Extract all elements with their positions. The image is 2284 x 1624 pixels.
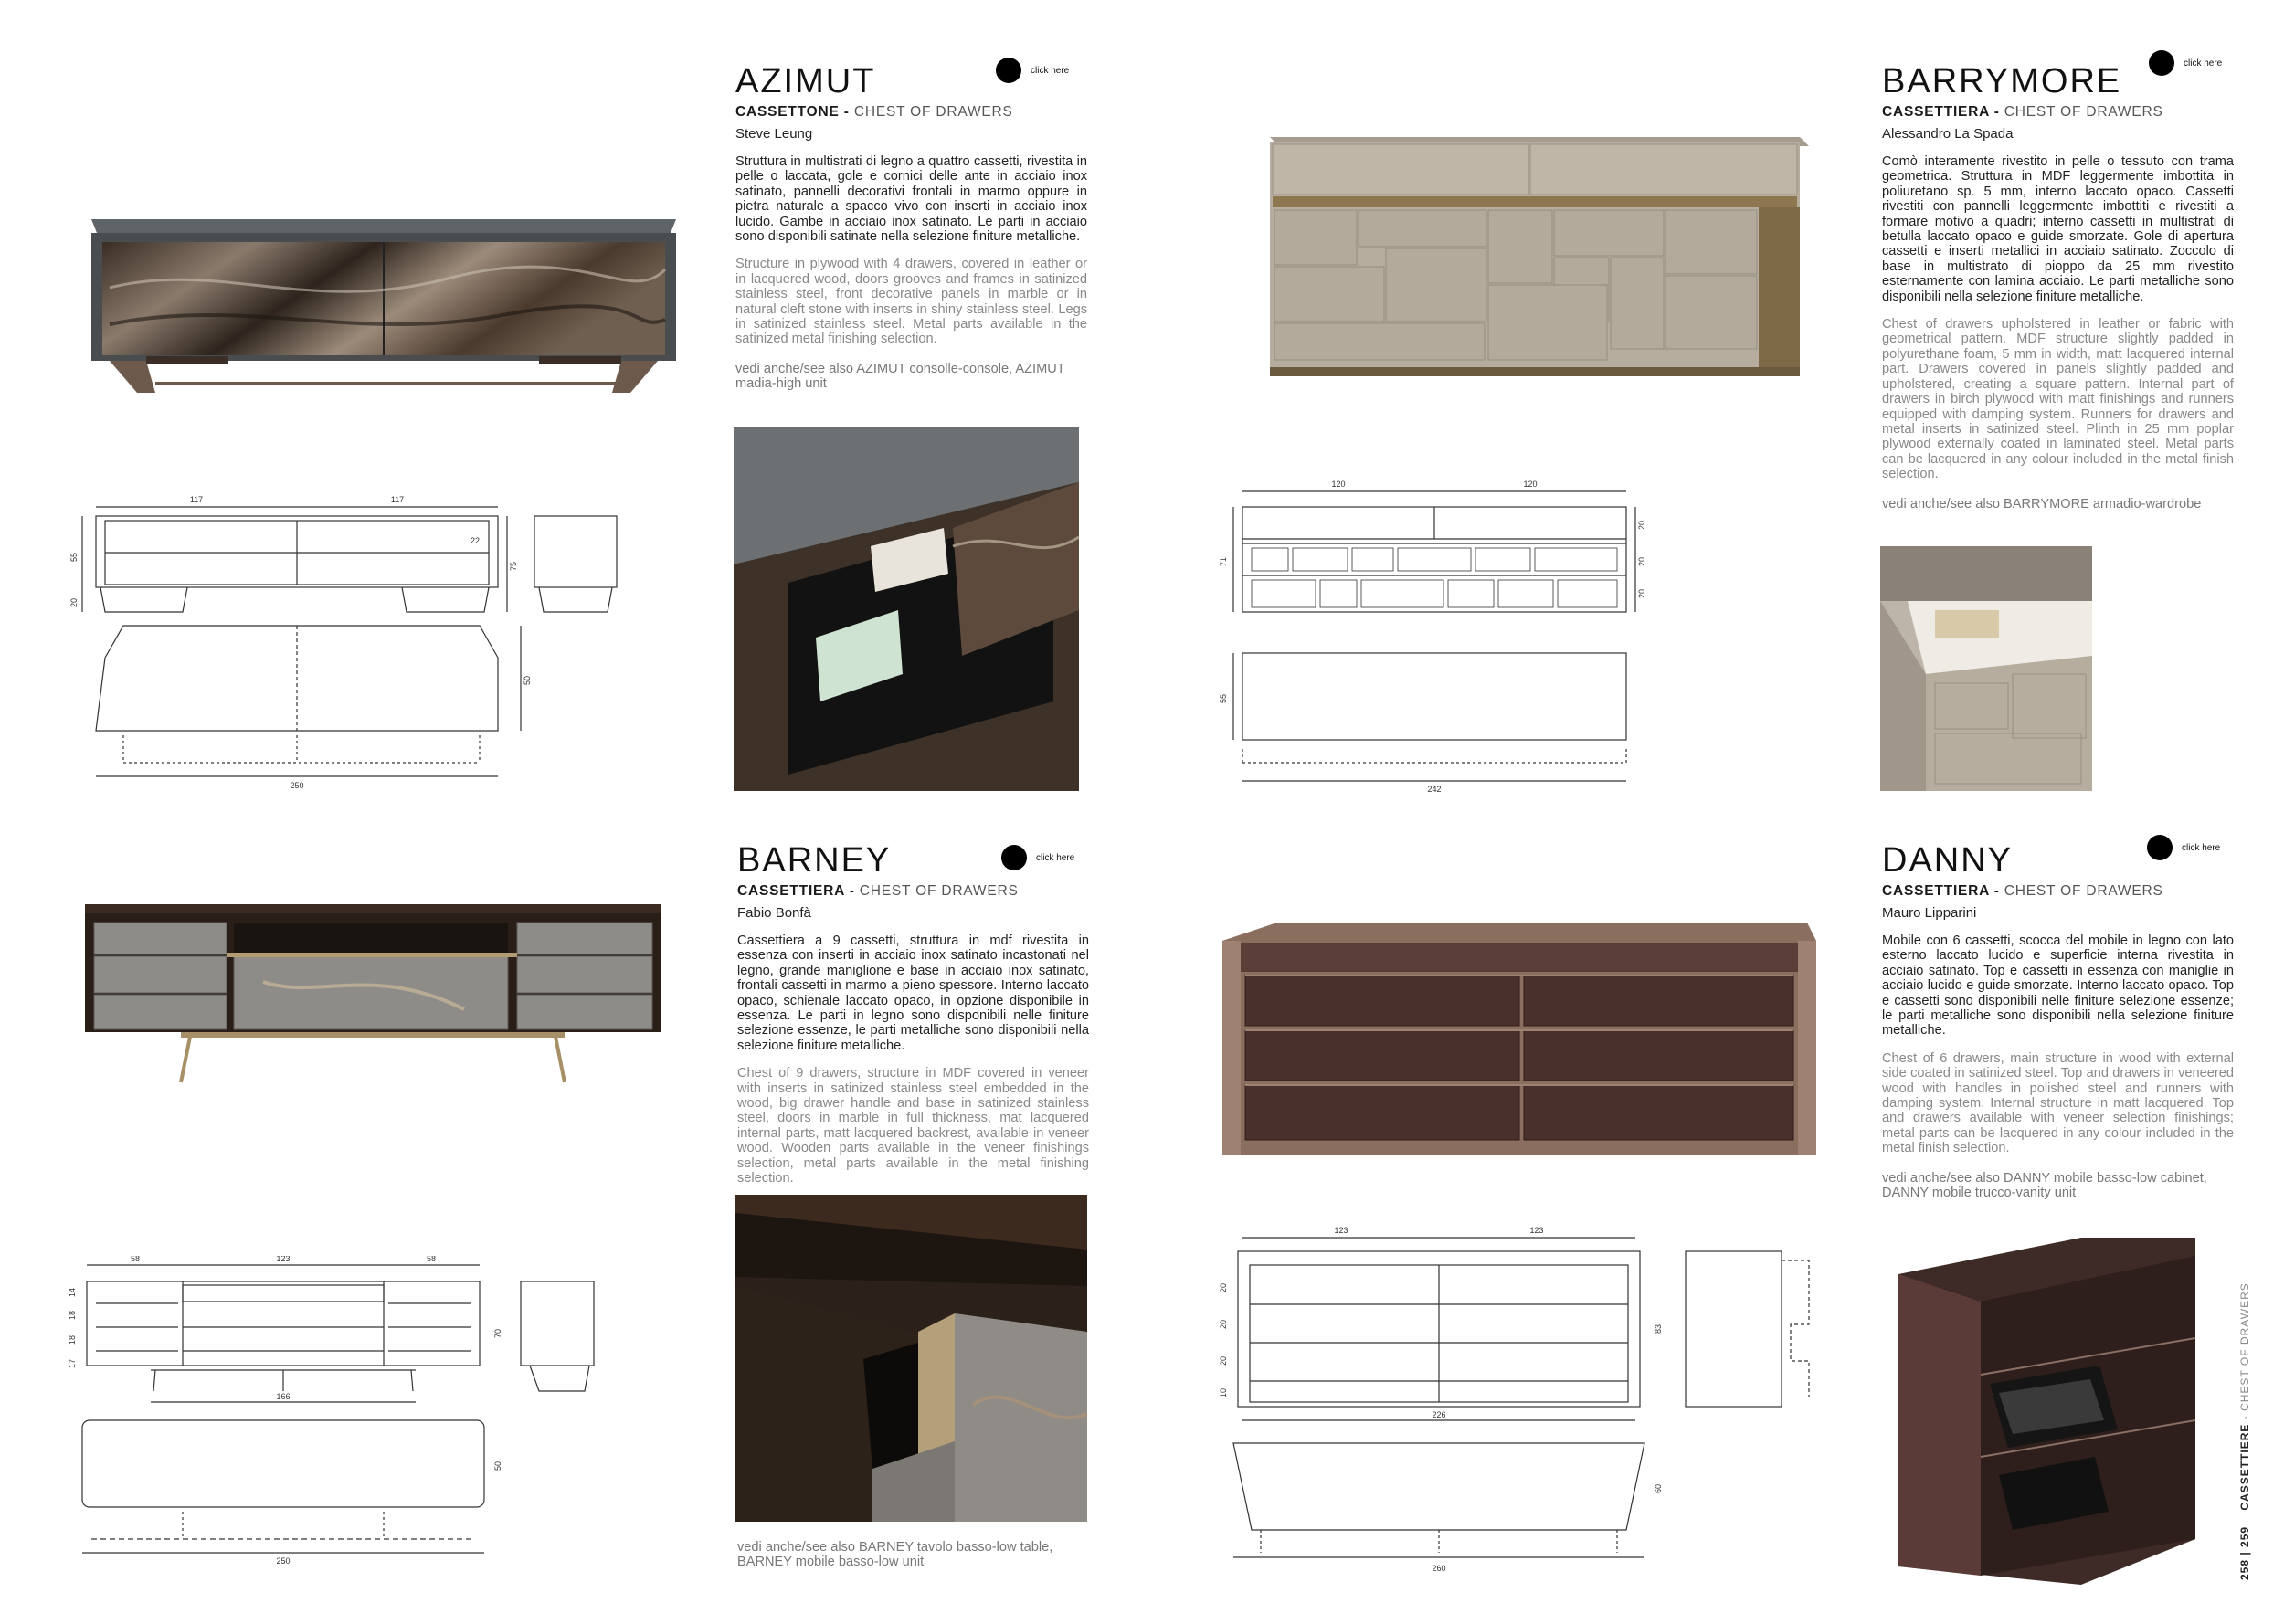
barrymore-title: BARRYMORE [1882,62,2122,100]
barney-designer: Fabio Bonfà [737,905,811,921]
azimut-dim-d: 50 [523,675,532,686]
page-numbers: 258 | 259 [2238,1525,2251,1580]
barney-dim-total: 250 [276,1556,291,1566]
barney-dim-r3: 18 [68,1334,77,1345]
danny-dim-d: 60 [1654,1483,1663,1494]
danny-detail-photo [1898,1238,2195,1585]
danny-dim-w-in: 226 [1432,1410,1446,1419]
section-title-en: - CHEST OF DRAWERS [2238,1282,2251,1424]
barrymore-dim-h1: 71 [1219,556,1228,567]
barrymore-detail-photo [1880,546,2092,791]
azimut-dim-total: 250 [290,781,304,790]
danny-dim-h: 83 [1654,1323,1663,1334]
azimut-desc-it: Struttura in multistrati di legno a quattro cassetti, rivestita in pelle o laccata, gole e cornici delle ante in acciaio inox satinato, pannelli decorativi frontali in marmo oppure in pietra naturale a spacco vivo con inserti in acciaio inox lucido. Gambe in acciaio inox satinato. Le parti in acciaio sono disponibili satinate nella selezione finiture metalliche. [735,154,1087,245]
barney-click-here-button[interactable]: click here [1001,845,1074,870]
barrymore-text-block [1882,64,2234,511]
barney-main-photo [80,900,665,1087]
danny-dim-r1: 20 [1219,1282,1228,1293]
barrymore-dim-h2: 55 [1219,693,1228,704]
page-folio [2238,1282,2251,1580]
barrymore-dim-w1: 120 [1331,480,1346,489]
click-dot-icon [2149,50,2174,76]
danny-designer: Mauro Lipparini [1882,905,1977,921]
azimut-detail-photo [734,427,1079,791]
barrymore-dim-w2: 120 [1523,480,1538,489]
barney-dim-inner: 166 [276,1392,291,1401]
azimut-title: AZIMUT [735,62,876,100]
danny-text-block [1882,843,2234,1201]
barney-dim-d: 50 [493,1461,502,1471]
barrymore-designer: Alessandro La Spada [1882,126,2014,142]
azimut-dim-w2: 117 [390,495,405,504]
click-dot-icon [1001,845,1027,870]
click-dot-icon [996,58,1021,83]
azimut-designer: Steve Leung [735,126,813,142]
danny-title: DANNY [1882,841,2014,880]
azimut-see-also[interactable]: vedi anche/see also AZIMUT consolle-console, AZIMUT madia-high unit [735,361,1065,392]
barney-detail-photo [735,1195,1087,1522]
barrymore-desc-en: Chest of drawers upholstered in leather or fabric with geometrical pattern. MDF structure slightly padded in polyurethane foam, 5 mm in width, matt lacquered internal part. Drawers covered in panels slightly padded and upholstered, creating a square pattern. Internal part of drawers in birch plywood with matt finishings and runners equipped with damping system. Runners for drawers and metal inserts in satinized steel. Plinth in 25 mm poplar plywood externally coated in laminated steel. Metal parts can be lacquered in any colour included in the metal finish selection. [1882,317,2234,482]
barney-dim-h: 70 [493,1328,502,1339]
barrymore-dim-total: 242 [1427,785,1442,794]
danny-see-also[interactable]: vedi anche/see also DANNY mobile basso-low cabinet, DANNY mobile trucco-vanity unit [1882,1170,2207,1201]
azimut-desc-en: Structure in plywood with 4 drawers, covered in leather or in lacquered wood, doors grooves and frames in satinized stainless steel, front decorative panels in marble or in natural cleft stone with inserts in shiny stainless steel. Legs in satinized stainless steel. Metal parts available in the satinized metal finishing selection. [735,257,1087,347]
danny-main-photo [1222,923,1816,1155]
azimut-main-photo [82,206,685,397]
azimut-dim-h2: 20 [69,597,79,608]
danny-category: CASSETTIERA - CHEST OF DRAWERS [1882,883,2163,899]
azimut-dim-d2: 22 [470,536,481,545]
azimut-click-here-button[interactable]: click here [996,58,1069,83]
azimut-dim-h3: 75 [509,561,518,572]
danny-desc-en: Chest of 6 drawers, main structure in wood with external side coated in satinized steel. Top and drawers in veneered wood with handles in polished steel and runners with damping system. Internal structure in matt lacquered. Top and drawers available with veneer selection finishings; metal parts can be lacquered in any colour included in the metal finish selection. [1882,1050,2234,1156]
barrymore-click-here-button[interactable]: click here [2149,50,2222,76]
barney-dim-r4: 17 [68,1358,77,1369]
section-title: CASSETTIERE [2238,1423,2251,1511]
azimut-dim-w1: 117 [189,495,204,504]
barney-see-also[interactable]: vedi anche/see also BARNEY tavolo basso-low table, BARNEY mobile basso-low unit [737,1540,1053,1570]
barney-text-block [737,843,1089,1186]
barney-category: CASSETTIERA - CHEST OF DRAWERS [737,883,1019,899]
danny-dim-r3: 20 [1219,1355,1228,1366]
barrymore-see-also[interactable]: vedi anche/see also BARRYMORE armadio-wardrobe [1882,496,2202,511]
azimut-dim-h1: 55 [69,552,79,563]
azimut-technical-drawing [55,484,640,795]
danny-dim-total: 260 [1432,1564,1446,1573]
barney-dim-r1: 14 [68,1287,77,1298]
barney-desc-it: Cassettiera a 9 cassetti, struttura in mdf rivestita in essenza con inserti in acciaio inox satinato incastonati nel legno, grande maniglione e base in acciaio inox satinato, frontali cassetti in marmo a pieno spessore. Interno laccato opaco, schienale laccato opaco, in opzione disponibile in essenza. Le parti in legno sono disponibili nelle finiture selezione essenze, le parti metalliche sono disponibili nella selezione finiture metalliche. [737,933,1089,1053]
danny-dim-w2: 123 [1529,1226,1544,1235]
barrymore-category: CASSETTIERA - CHEST OF DRAWERS [1882,104,2163,120]
danny-desc-it: Mobile con 6 cassetti, scocca del mobile in legno con lato esterno laccato lucido e superficie interna rivestita in acciaio satinato. Top e cassetti in essenza con maniglie in acciaio lucido e guide smorzate. Interno laccato opaco. Top e cassetti sono disponibili nelle finiture selezione essenze; le parti metalliche sono disponibili nella selezione finiture metalliche. [1882,933,2234,1039]
barrymore-dim-r1: 20 [1637,520,1646,531]
barrymore-main-photo [1265,128,1813,393]
azimut-category: CASSETTONE - CHEST OF DRAWERS [735,104,1013,120]
danny-click-here-button[interactable]: click here [2147,835,2220,860]
barrymore-technical-drawing [1206,475,1681,795]
barney-dim-w2: 123 [276,1256,291,1263]
barney-dim-w3: 58 [426,1256,437,1263]
danny-technical-drawing [1206,1224,1845,1580]
barney-dim-r2: 18 [68,1310,77,1321]
barrymore-dim-r3: 20 [1637,588,1646,599]
barrymore-desc-it: Comò interamente rivestito in pelle o tessuto con trama geometrica. Struttura in MDF leggermente imbottita in poliuretano sp. 5 mm, interno laccato opaco. Cassetti rivestiti con pannelli leggermente imbottiti e rivestiti a formare motivo a quadri; interno cassetti in multistrati di betulla laccato opaco e guide smorzate. Gole di apertura cassetti e inserti metallici in acciaio satinato. Zoccolo di base in multistrato di pioppo da 25 mm rivestito esternamente con lamina acciaio. Le parti metalliche sono disponibili nella selezione finiture metalliche. [1882,154,2234,304]
barney-title: BARNEY [737,841,892,880]
danny-dim-r4: 10 [1219,1387,1228,1398]
danny-dim-r2: 20 [1219,1319,1228,1330]
barney-technical-drawing [55,1256,640,1585]
azimut-text-block [735,64,1087,392]
barney-desc-en: Chest of 9 drawers, structure in MDF covered in veneer with inserts in satinized stainless steel embedded in the wood, big drawer handle and base in satinized stainless steel, doors in marble in full thickness, mat lacquered internal parts, matt lacquered backrest, available in veneer wood. Wooden parts available in the veneer finishings selection, metal parts available in the metal finishing selection. [737,1066,1089,1186]
danny-dim-w1: 123 [1334,1226,1348,1235]
click-dot-icon [2147,835,2173,860]
barney-dim-w1: 58 [130,1256,141,1263]
barrymore-dim-r2: 20 [1637,556,1646,567]
